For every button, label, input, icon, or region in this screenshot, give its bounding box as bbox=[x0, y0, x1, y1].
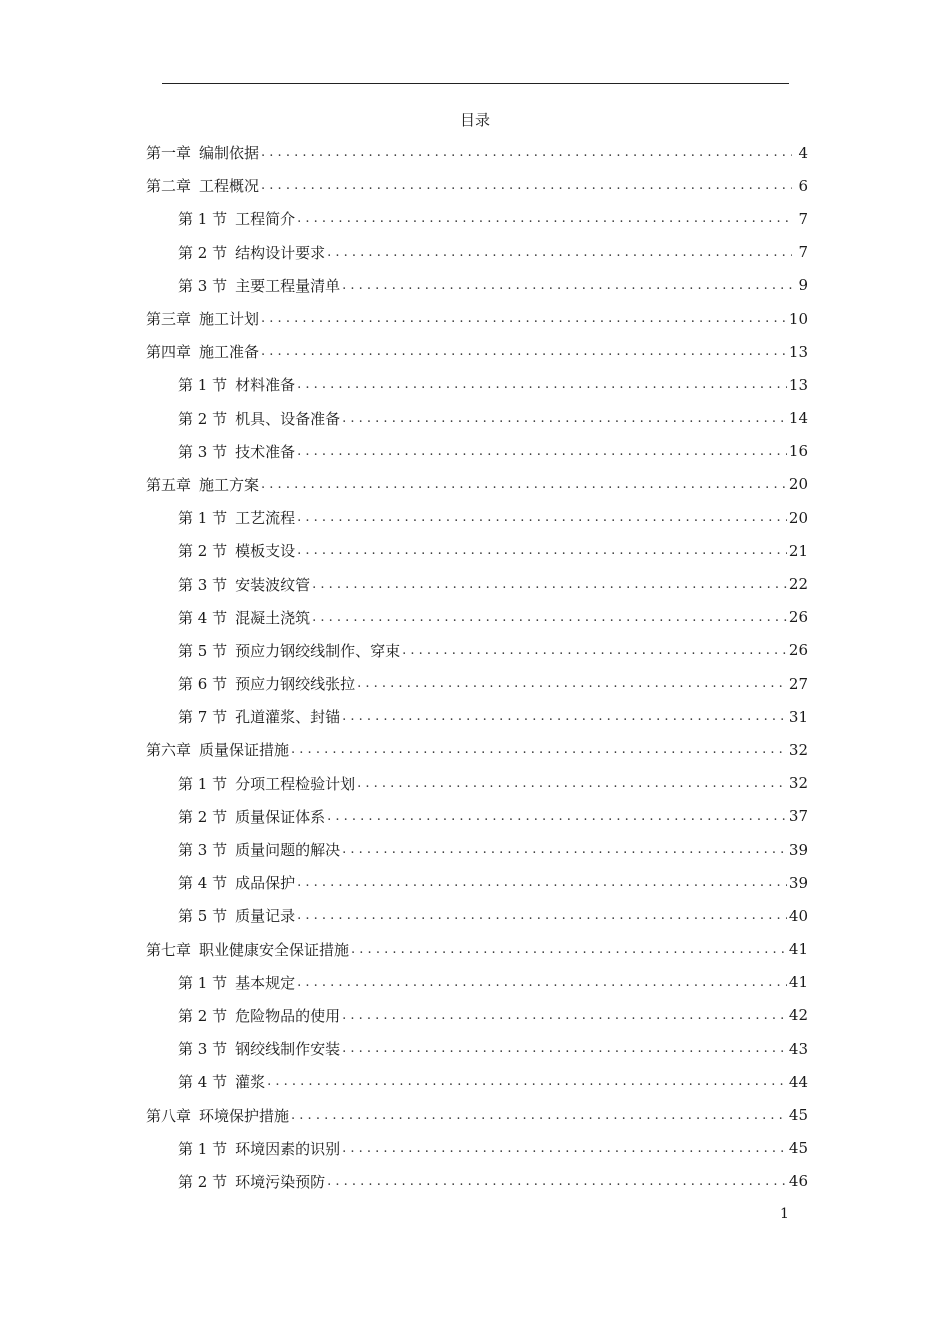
toc-entry-label: 第 5 节 bbox=[178, 907, 228, 926]
toc-entry-text bbox=[146, 308, 259, 329]
toc-section-entry[interactable] bbox=[146, 667, 808, 700]
toc-entry-label: 第 2 节 bbox=[178, 1172, 228, 1191]
toc-entry-text bbox=[178, 208, 295, 229]
toc-entry-title: 工艺流程 bbox=[235, 509, 296, 528]
dot-leader bbox=[297, 975, 787, 990]
toc-entry-page: 37 bbox=[788, 807, 808, 826]
toc-entry-page: 45 bbox=[788, 1106, 808, 1125]
toc-entry-label: 第八章 bbox=[146, 1106, 192, 1125]
dot-leader bbox=[357, 776, 787, 791]
toc-entry-text bbox=[178, 1005, 340, 1026]
toc-entry-label: 第 1 节 bbox=[178, 210, 228, 229]
toc-entry-page: 13 bbox=[788, 375, 808, 394]
toc-entry-text bbox=[146, 474, 259, 495]
toc-title: 目录 bbox=[459, 111, 490, 129]
toc-entry-page: 39 bbox=[788, 840, 808, 859]
toc-section-entry[interactable] bbox=[146, 833, 808, 866]
toc-entry-label: 第四章 bbox=[146, 343, 192, 362]
toc-entry-title: 施工准备 bbox=[199, 343, 260, 362]
toc-section-entry[interactable] bbox=[146, 767, 808, 800]
toc-section-entry[interactable] bbox=[146, 601, 808, 634]
toc-entry-label: 第 1 节 bbox=[178, 509, 228, 528]
toc-entry-label: 第 5 节 bbox=[178, 641, 228, 660]
toc-entry-label: 第 3 节 bbox=[178, 1040, 228, 1059]
dot-leader bbox=[402, 643, 787, 658]
toc-entry-page: 40 bbox=[788, 906, 808, 925]
toc-entry-title: 成品保护 bbox=[235, 874, 296, 893]
toc-section-entry[interactable] bbox=[146, 567, 808, 600]
dot-leader bbox=[267, 1074, 787, 1089]
toc-entry-label: 第 1 节 bbox=[178, 1139, 228, 1158]
dot-leader bbox=[297, 211, 792, 226]
toc-entry-text bbox=[178, 905, 295, 926]
toc-entry-label: 第 2 节 bbox=[178, 542, 228, 561]
dot-leader bbox=[297, 875, 787, 890]
toc-chapter-entry[interactable] bbox=[146, 933, 808, 966]
dot-leader bbox=[261, 178, 792, 193]
toc-chapter-entry[interactable] bbox=[146, 335, 808, 368]
dot-leader bbox=[297, 908, 787, 923]
toc-entry-title: 环境污染预防 bbox=[235, 1172, 326, 1191]
toc-entry-text bbox=[146, 175, 259, 196]
dot-leader bbox=[297, 377, 787, 392]
toc-entry-label: 第 2 节 bbox=[178, 243, 228, 262]
page-number: 1 bbox=[780, 1206, 789, 1222]
toc-entry-text bbox=[178, 275, 340, 296]
dot-leader bbox=[261, 477, 787, 492]
toc-entry-text bbox=[178, 374, 295, 395]
toc-chapter-entry[interactable] bbox=[146, 468, 808, 501]
toc-entry-text bbox=[178, 1071, 265, 1092]
dot-leader bbox=[261, 145, 792, 160]
toc-entry-text bbox=[146, 739, 289, 760]
toc-entry-title: 质量保证体系 bbox=[235, 807, 326, 826]
toc-entry-page: 27 bbox=[788, 674, 808, 693]
toc-entry-title: 编制依据 bbox=[199, 144, 260, 163]
toc-entry-text bbox=[146, 142, 259, 163]
toc-entry-page: 20 bbox=[788, 508, 808, 527]
toc-entry-text bbox=[178, 806, 325, 827]
toc-entry-label: 第六章 bbox=[146, 741, 192, 760]
toc-section-entry[interactable] bbox=[146, 202, 808, 235]
toc-entry-title: 质量记录 bbox=[235, 907, 296, 926]
toc-chapter-entry[interactable] bbox=[146, 169, 808, 202]
dot-leader bbox=[291, 742, 787, 757]
toc-entry-label: 第二章 bbox=[146, 177, 192, 196]
toc-entry-label: 第 1 节 bbox=[178, 973, 228, 992]
toc-section-entry[interactable] bbox=[146, 1032, 808, 1065]
toc-entry-label: 第 4 节 bbox=[178, 1073, 228, 1092]
toc-section-entry[interactable] bbox=[146, 999, 808, 1032]
toc-entry-text bbox=[178, 1038, 340, 1059]
dot-leader bbox=[357, 676, 787, 691]
toc-entry-text bbox=[178, 540, 295, 561]
toc-entry-page: 44 bbox=[788, 1072, 808, 1091]
toc-entry-label: 第 6 节 bbox=[178, 675, 228, 694]
toc-entry-page: 13 bbox=[788, 342, 808, 361]
toc-section-entry[interactable] bbox=[146, 269, 808, 302]
toc-entry-title: 施工方案 bbox=[199, 475, 260, 494]
toc-section-entry[interactable] bbox=[146, 1132, 808, 1165]
toc-entry-title: 材料准备 bbox=[235, 376, 296, 395]
toc-entry-title: 工程概况 bbox=[199, 177, 260, 196]
toc-entry-text bbox=[178, 1171, 325, 1192]
toc-entry-label: 第 2 节 bbox=[178, 409, 228, 428]
toc-entry-title: 质量保证措施 bbox=[199, 741, 290, 760]
header-rule bbox=[162, 83, 789, 84]
toc-entry-page: 26 bbox=[788, 608, 808, 627]
toc-section-entry[interactable] bbox=[146, 236, 808, 269]
toc-entry-label: 第一章 bbox=[146, 144, 192, 163]
toc-entry-title: 工程简介 bbox=[235, 210, 296, 229]
toc-entry-page: 32 bbox=[788, 774, 808, 793]
table-of-contents bbox=[146, 136, 808, 1198]
toc-entry-label: 第七章 bbox=[146, 940, 192, 959]
toc-entry-page: 21 bbox=[788, 541, 808, 560]
toc-entry-title: 预应力钢绞线张拉 bbox=[235, 675, 356, 694]
toc-entry-page: 22 bbox=[788, 575, 808, 594]
toc-entry-page: 7 bbox=[798, 209, 808, 228]
toc-entry-label: 第五章 bbox=[146, 475, 192, 494]
toc-entry-text bbox=[178, 673, 355, 694]
dot-leader bbox=[342, 1141, 787, 1156]
toc-entry-page: 42 bbox=[788, 1006, 808, 1025]
toc-entry-title: 职业健康安全保证措施 bbox=[199, 940, 350, 959]
dot-leader bbox=[351, 942, 787, 957]
toc-entry-page: 26 bbox=[788, 641, 808, 660]
toc-entry-text bbox=[178, 441, 295, 462]
toc-entry-text bbox=[178, 872, 295, 893]
toc-entry-title: 钢绞线制作安装 bbox=[235, 1040, 341, 1059]
toc-entry-label: 第 3 节 bbox=[178, 575, 228, 594]
dot-leader bbox=[312, 577, 787, 592]
dot-leader bbox=[291, 1108, 787, 1123]
toc-entry-page: 45 bbox=[788, 1139, 808, 1158]
toc-section-entry[interactable] bbox=[146, 700, 808, 733]
toc-entry-label: 第 4 节 bbox=[178, 874, 228, 893]
toc-entry-title: 分项工程检验计划 bbox=[235, 774, 356, 793]
toc-entry-text bbox=[146, 939, 349, 960]
toc-entry-title: 预应力钢绞线制作、穿束 bbox=[235, 641, 401, 660]
dot-leader bbox=[297, 510, 787, 525]
toc-section-entry[interactable] bbox=[146, 634, 808, 667]
toc-entry-page: 7 bbox=[798, 243, 808, 262]
toc-entry-label: 第 3 节 bbox=[178, 841, 228, 860]
toc-entry-title: 混凝土浇筑 bbox=[235, 608, 311, 627]
toc-entry-title: 孔道灌浆、封锚 bbox=[235, 708, 341, 727]
toc-entry-label: 第 3 节 bbox=[178, 442, 228, 461]
toc-entry-text bbox=[178, 408, 340, 429]
toc-entry-title: 灌浆 bbox=[235, 1073, 266, 1092]
toc-entry-label: 第 1 节 bbox=[178, 376, 228, 395]
toc-entry-title: 安装波纹管 bbox=[235, 575, 311, 594]
toc-entry-text bbox=[178, 507, 295, 528]
toc-entry-title: 模板支设 bbox=[235, 542, 296, 561]
toc-entry-text bbox=[178, 972, 295, 993]
dot-leader bbox=[342, 709, 787, 724]
dot-leader bbox=[297, 543, 787, 558]
toc-entry-label: 第 7 节 bbox=[178, 708, 228, 727]
toc-entry-label: 第三章 bbox=[146, 310, 192, 329]
toc-entry-page: 31 bbox=[788, 707, 808, 726]
toc-entry-page: 41 bbox=[788, 973, 808, 992]
toc-entry-page: 14 bbox=[788, 409, 808, 428]
toc-entry-text bbox=[178, 839, 340, 860]
toc-entry-title: 结构设计要求 bbox=[235, 243, 326, 262]
toc-chapter-entry[interactable] bbox=[146, 733, 808, 766]
toc-entry-page: 32 bbox=[788, 740, 808, 759]
toc-entry-label: 第 3 节 bbox=[178, 276, 228, 295]
toc-section-entry[interactable] bbox=[146, 1165, 808, 1198]
toc-chapter-entry[interactable] bbox=[146, 302, 808, 335]
dot-leader bbox=[342, 278, 792, 293]
toc-section-entry[interactable] bbox=[146, 368, 808, 401]
toc-entry-title: 危险物品的使用 bbox=[235, 1006, 341, 1025]
dot-leader bbox=[327, 245, 792, 260]
toc-entry-text bbox=[146, 1105, 289, 1126]
toc-entry-text bbox=[178, 242, 325, 263]
toc-entry-text bbox=[178, 607, 310, 628]
dot-leader bbox=[261, 311, 787, 326]
toc-entry-page: 6 bbox=[798, 176, 808, 195]
toc-entry-text bbox=[178, 1138, 340, 1159]
toc-entry-title: 机具、设备准备 bbox=[235, 409, 341, 428]
toc-section-entry[interactable] bbox=[146, 402, 808, 435]
toc-entry-title: 技术准备 bbox=[235, 442, 296, 461]
toc-entry-title: 环境因素的识别 bbox=[235, 1139, 341, 1158]
toc-section-entry[interactable] bbox=[146, 435, 808, 468]
toc-section-entry[interactable] bbox=[146, 800, 808, 833]
toc-entry-page: 16 bbox=[788, 442, 808, 461]
toc-entry-page: 39 bbox=[788, 873, 808, 892]
toc-entry-title: 环境保护措施 bbox=[199, 1106, 290, 1125]
dot-leader bbox=[261, 344, 787, 359]
toc-entry-label: 第 2 节 bbox=[178, 1006, 228, 1025]
toc-entry-title: 施工计划 bbox=[199, 310, 260, 329]
toc-entry-page: 4 bbox=[798, 143, 808, 162]
dot-leader bbox=[297, 444, 787, 459]
toc-entry-text bbox=[178, 773, 355, 794]
toc-entry-title: 基本规定 bbox=[235, 973, 296, 992]
toc-chapter-entry[interactable] bbox=[146, 1098, 808, 1131]
toc-section-entry[interactable] bbox=[146, 899, 808, 932]
toc-entry-text bbox=[178, 640, 400, 661]
toc-entry-page: 20 bbox=[788, 475, 808, 494]
dot-leader bbox=[342, 1041, 787, 1056]
toc-entry-title: 主要工程量清单 bbox=[235, 276, 341, 295]
toc-entry-page: 41 bbox=[788, 940, 808, 959]
toc-section-entry[interactable] bbox=[146, 534, 808, 567]
toc-section-entry[interactable] bbox=[146, 501, 808, 534]
toc-section-entry[interactable] bbox=[146, 866, 808, 899]
dot-leader bbox=[342, 1008, 787, 1023]
dot-leader bbox=[327, 1174, 787, 1189]
toc-entry-page: 46 bbox=[788, 1172, 808, 1191]
toc-section-entry[interactable] bbox=[146, 966, 808, 999]
toc-entry-page: 43 bbox=[788, 1039, 808, 1058]
dot-leader bbox=[342, 411, 787, 426]
toc-entry-label: 第 2 节 bbox=[178, 807, 228, 826]
toc-entry-label: 第 1 节 bbox=[178, 774, 228, 793]
dot-leader bbox=[342, 842, 787, 857]
toc-entry-page: 10 bbox=[788, 309, 808, 328]
toc-entry-title: 质量问题的解决 bbox=[235, 841, 341, 860]
toc-chapter-entry[interactable] bbox=[146, 136, 808, 169]
toc-entry-label: 第 4 节 bbox=[178, 608, 228, 627]
toc-entry-page: 9 bbox=[798, 276, 808, 295]
toc-section-entry[interactable] bbox=[146, 1065, 808, 1098]
toc-entry-text bbox=[178, 706, 340, 727]
toc-entry-text bbox=[146, 341, 259, 362]
dot-leader bbox=[312, 610, 787, 625]
toc-entry-text bbox=[178, 574, 310, 595]
dot-leader bbox=[327, 809, 787, 824]
